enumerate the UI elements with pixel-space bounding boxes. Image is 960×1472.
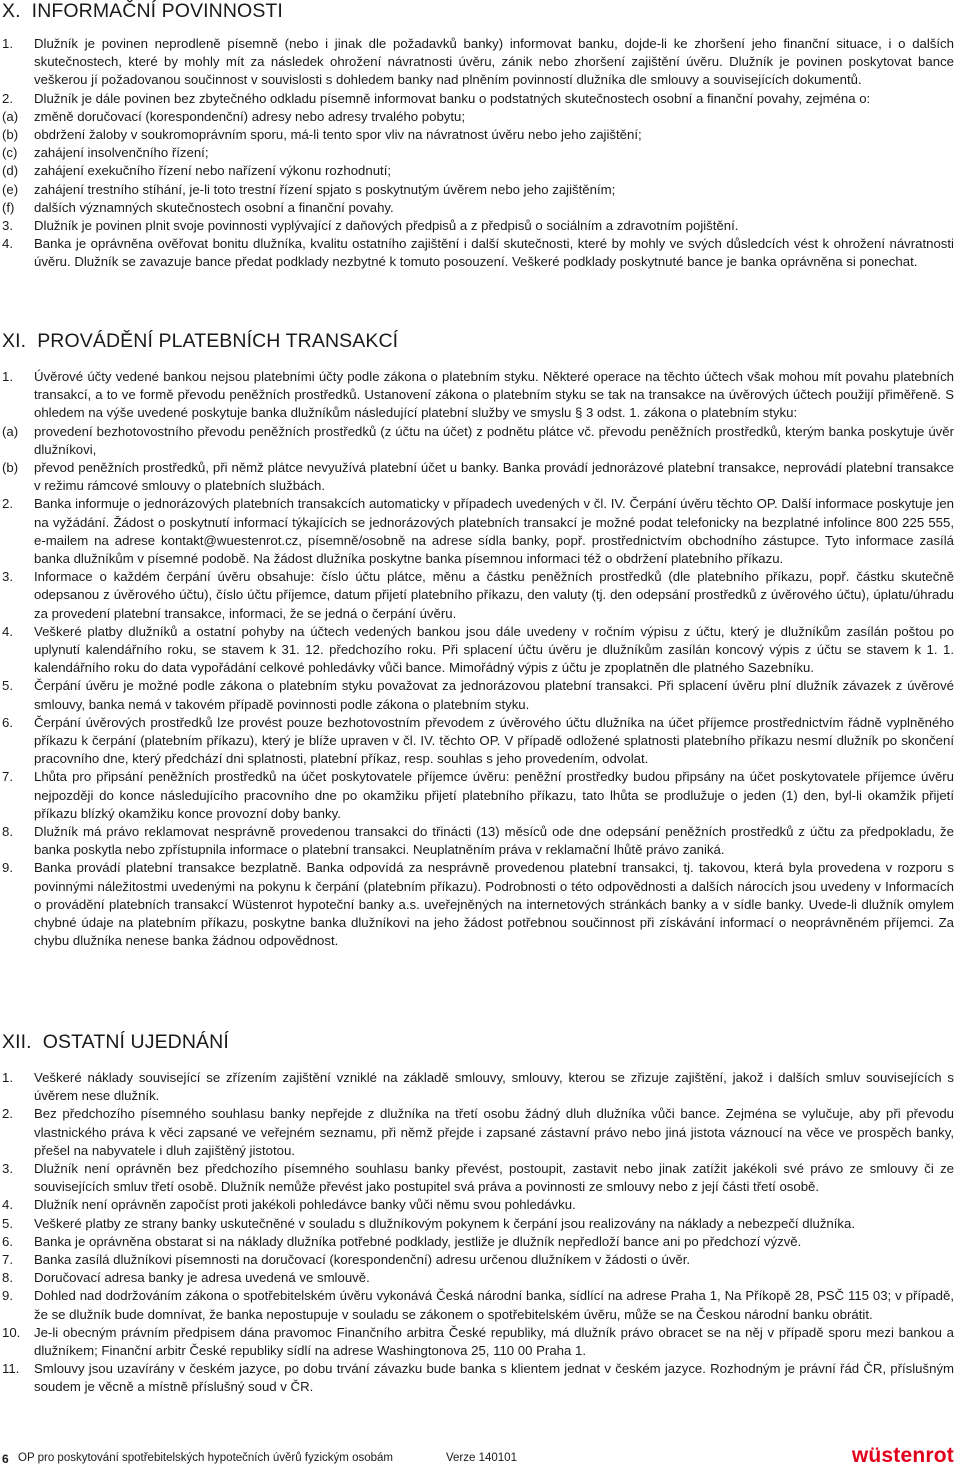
clause-number: 2. bbox=[2, 1106, 13, 1122]
clause-text: Veškeré platby ze strany banky uskutečněné v souladu s dlužníkovým pokynem k čerpání jsou realizovány na náklady a nebezpečí dlužníka. bbox=[34, 1215, 856, 1231]
clause-number: 5. bbox=[2, 1215, 13, 1231]
clause-body bbox=[34, 1251, 954, 1269]
clause-body bbox=[34, 35, 954, 90]
clause-number: 10. bbox=[2, 1324, 21, 1340]
clause-text: Lhůta pro připsání peněžních prostředků na účet poskytovatele příjemce úvěru: peněžní prostředky budou připsány na účet poskytovatele příjemce úvěru nejpozději do konce následujícího pracovního dne po okamžiku přijetí platebního příkazu, tato lhůta se prodlužuje o jeden (1) den, byl-li okamžik přijetí příkazu blízký okamžiku konce provozní doby banky. bbox=[34, 769, 954, 821]
sub-clause-text: změně doručovací (korespondenční) adresy nebo adresy trvalého pobytu; bbox=[34, 108, 466, 124]
clause bbox=[2, 859, 954, 950]
clause-number: 3. bbox=[2, 569, 13, 585]
sub-clause-label: (f) bbox=[2, 199, 15, 215]
clause-number: 3. bbox=[2, 1161, 13, 1177]
sub-clause bbox=[2, 144, 954, 162]
sub-clause-text: dalších významných skutečnostech osobní a finanční povahy. bbox=[34, 199, 394, 215]
clause bbox=[2, 714, 954, 769]
clause-body bbox=[34, 1160, 954, 1196]
clause bbox=[2, 217, 954, 235]
clause-text: Dlužník není oprávněn započíst proti jakékoli pohledávce banky vůči němu svou pohledávku. bbox=[34, 1197, 576, 1213]
clause-text: Veškeré náklady související se zřízením zajištění vzniklé na základě smlouvy, smlouvy, kterou se zřizuje zajištění, jakož i dalších smluv souvisejících s úvěrem nese dlužník. bbox=[34, 1070, 954, 1104]
clause bbox=[2, 1069, 954, 1105]
clause-text: Banka je oprávněna obstarat si na náklady dlužníka potřebné podklady, jestliže je dlužník nepředloží bance ani po předchozí výzvě. bbox=[34, 1233, 802, 1249]
clause bbox=[2, 1324, 954, 1360]
clause bbox=[2, 35, 954, 90]
sub-clause-label: (a) bbox=[2, 108, 19, 124]
clause-text: Bez předchozího písemného souhlasu banky nepřejde z dlužníka na třetí osobu žádný dluh dlužníka vůči bance. Zejména se vylučuje, aby při převodu vlastnického práva k věci zapsané ve veřejném seznamu, při němž přejde i zapsané zástavní právo nebo jiná jistota váznoucí na věce ve prospěch banky, přešel na nabyvatele i dluh zajištěný jistotou. bbox=[34, 1106, 954, 1158]
sub-clause-label: (b) bbox=[2, 460, 19, 476]
clause bbox=[2, 1160, 954, 1196]
clause-body bbox=[34, 823, 954, 859]
clause-number: 8. bbox=[2, 824, 13, 840]
clause-body bbox=[34, 714, 954, 769]
clause-number: 4. bbox=[2, 236, 13, 252]
section-title bbox=[2, 1031, 954, 1053]
section-3 bbox=[2, 1031, 954, 1397]
clause-body bbox=[34, 677, 954, 713]
clause-text: Čerpání úvěru je možné podle zákona o platebním styku považovat za jednorázovou platební transakci. Při splacení úvěru plní dlužník závazek z úvěrové smlouvy, banka nemá v takovém případě povinnosti podle zákona o platebním styku. bbox=[34, 678, 954, 712]
section-title bbox=[2, 0, 954, 22]
clause bbox=[2, 1215, 954, 1233]
clause-text: Veškeré platby dlužníků a ostatní pohyby na účtech vedených bankou jsou dále uvedeny v ročním výpisu z účtu, který je dlužníkům zasílán poštou po uplynutí kalendářního roku, se stavem k 31. 12. předchozího roku. Při splacení účtu úvěru je dlužníkům zasílán koncový výpis z účtu se stavem k 1. 1. kalendářního roku do data vypořádání celkové pohledávky vůči bance. Mimořádný výpis z účtu je zpoplatněn dle platného Sazebníku. bbox=[34, 623, 954, 676]
clause-text: Čerpání úvěrových prostředků lze provést pouze bezhotovostním převodem z úvěrového účtu dlužníka na účet příjemce prostřednictvím řádně vyplněného příkazu k čerpání (platebním příkazu), který je blíže upraven v čl. IV. těchto OP. V případě odložené splatnosti platebního příkazu nesmí dlužník po skončení pracovního dne, který předchází dni splatnosti, platební příkaz, resp. souhlas s jeho provedením, odvolat. bbox=[34, 714, 954, 767]
clause-body bbox=[34, 568, 954, 623]
clause-body bbox=[34, 235, 954, 271]
clause bbox=[2, 1196, 954, 1214]
footer-version: Verze 140101 bbox=[446, 1452, 517, 1464]
clause-body bbox=[34, 768, 954, 823]
clause-number: 9. bbox=[2, 860, 13, 876]
clause-body bbox=[34, 1105, 954, 1160]
clause-text: Dlužník je dále povinen bez zbytečného odkladu písemně informovat banku o podstatných skutečnostech osobní a finanční povahy, zejména o: bbox=[34, 90, 871, 106]
clause-text: Banka provádí platební transakce bezplatně. Banka odpovídá za nesprávně provedenou platební transakci, tj. takovou, která byla provedena v rozporu s povinnými náležitostmi uvedenými na pokynu k čerpání (platebním příkazu). Podrobnosti o této odpovědnosti a dalších nárocích jsou uvedeny v Informacích o provádění platebních transakcí Wüstenrot hypoteční banky a.s. uveřejněných na internetových stránkách banky a v sídle banky. Uvede-li dlužník omylem chybné údaje na platebním příkazu, poskytne banka dlužníkovi na jeho žádost potřebnou součinnost při získávání informací o neoprávněném příjemci. Za chybu dlužníka nenese banka žádnou odpovědnost. bbox=[34, 860, 954, 949]
clause-text: Dlužník není oprávněn bez předchozího písemného souhlasu banky převést, postoupit, zastavit nebo jinak zatížit jakékoli své právo ze smlouvy či ze souvisejících smluv třetí osobě. Dlužník nemůže převést jako postupitel svá práva a povinnosti ze smlouvy nebo z její části třetí osobě. bbox=[34, 1161, 954, 1195]
clause-number: 2. bbox=[2, 496, 13, 512]
footer-document-title: OP pro poskytování spotřebitelských hypotečních úvěrů fyzickým osobám bbox=[18, 1452, 393, 1464]
section-title-text: OSTATNÍ UJEDNÁNÍ bbox=[42, 1031, 229, 1053]
clause-text: Banka je oprávněna ověřovat bonitu dlužníka, kvalitu ostatního zajištění i další skutečnosti, které by mohly ve svých důsledcích vést k ohrožení návratnosti úvěru. Dlužník se zavazuje bance předat podklady nezbytné k tomuto posouzení. Veškeré podklady poskytnuté bance je banka oprávněna si ponechat. bbox=[34, 236, 954, 270]
sub-clause bbox=[2, 108, 954, 126]
clause bbox=[2, 1360, 954, 1396]
sub-clause bbox=[2, 162, 954, 180]
clause-body bbox=[2, 90, 954, 217]
clause-body bbox=[34, 217, 954, 235]
clause-text: Informace o každém čerpání úvěru obsahuje: číslo účtu plátce, měnu a částku peněžních prostředků (dle platebního příkazu, popř. částku skutečně odepsanou z úvěrového účtu), číslo účtu příjemce, datum přijetí platebního příkazu, den valuty (tj. den odepsání prostředků z úvěrového účtu), úplatu/úhradu za provedení platební transakce, informaci, že se jedná o čerpání úvěru. bbox=[34, 569, 954, 621]
sub-clause-text: zahájení trestního stíhání, je-li toto trestní řízení spjato s poskytnutým úvěrem nebo jeho zajištěním; bbox=[34, 181, 616, 197]
clause-number: 9. bbox=[2, 1288, 13, 1304]
clause-number: 1. bbox=[2, 1070, 13, 1085]
clause-body bbox=[34, 1215, 954, 1233]
clause bbox=[2, 1251, 954, 1269]
sub-clause bbox=[2, 459, 954, 495]
sub-clause-label: (e) bbox=[2, 181, 19, 197]
clause-number: 6. bbox=[2, 1233, 13, 1249]
section-title-text: INFORMAČNÍ POVINNOSTI bbox=[31, 0, 283, 22]
sub-clause-text: zahájení insolvenčního řízení; bbox=[34, 145, 209, 161]
page-footer bbox=[2, 1446, 954, 1468]
clause-text: Smlouvy jsou uzavírány v českém jazyce, po dobu trvání závazku bude banka s klientem jednat v českém jazyce. Rozhodným je právní řád ČR, příslušným soudem je věcně a místně příslušný soud v ČR. bbox=[34, 1361, 954, 1395]
clause bbox=[2, 677, 954, 713]
clause-text: Banka informuje o jednorázových platebních transakcích automaticky v případech uvedených v čl. IV. Čerpání úvěru těchto OP. Další informace poskytuje jen na vyžádání. Žádost o poskytnutí informací týkajících se jednorázových platebních transakcí je možné podat telefonicky na bezplatné infolince 800 225 555, e-mailem na adrese kontakt@wuestenrot.cz, písemně/osobně na adrese sídla banky, popř. prostřednictvím obchodního zástupce. Tyto informace zasílá banka dlužníkům v písemné podobě. Na žádost dlužníka poskytne banka písemnou informaci též o obdržení platebního příkazu. bbox=[34, 496, 954, 567]
clause bbox=[2, 1287, 954, 1323]
clause-number: 7. bbox=[2, 769, 13, 785]
page-number: 6 bbox=[2, 1452, 9, 1466]
sub-clause-text: provedení bezhotovostního převodu peněžních prostředků (z účtu na účet) z podnětu plátce vč. převodu peněžních prostředků, kterým banka poskytuje úvěr dlužníkovi, bbox=[34, 423, 954, 457]
clause-number: 3. bbox=[2, 218, 13, 234]
sub-clause bbox=[2, 199, 954, 217]
sub-clause-text: převod peněžních prostředků, při němž plátce nevyužívá platební účet u banky. Banka provádí jednorázové platební transakce, neprovádí platební transakce v režimu rámcové smlouvy o platebních službách. bbox=[34, 460, 954, 494]
clause-body bbox=[34, 1233, 954, 1251]
clause-body bbox=[34, 495, 954, 568]
section-number: X. bbox=[2, 0, 21, 22]
clause bbox=[2, 368, 954, 495]
clause-number: 8. bbox=[2, 1270, 13, 1286]
clause-list bbox=[2, 368, 954, 951]
clause bbox=[2, 823, 954, 859]
clause-list bbox=[2, 35, 954, 272]
clause bbox=[2, 90, 954, 217]
section-number: XII. bbox=[2, 1031, 32, 1053]
clause-body bbox=[34, 1069, 954, 1105]
clause-number: 4. bbox=[2, 623, 13, 639]
clause-text: Je-li obecným právním předpisem dána pravomoc Finančního arbitra České republiky, má dlužník právo obracet se na něj v případě sporu mezi bankou a dlužníkem; Finanční arbitr České republiky sídlí na adrese Washingtonova 25, 110 00 Praha 1. bbox=[34, 1324, 954, 1359]
clause-list bbox=[2, 1069, 954, 1397]
clause bbox=[2, 1269, 954, 1287]
sub-clause-text: obdržení žaloby v soukromoprávním sporu, má-li tento spor vliv na návratnost úvěru nebo jeho zajištění; bbox=[34, 127, 642, 143]
clause bbox=[2, 495, 954, 568]
clause-number: 4. bbox=[2, 1197, 13, 1213]
sub-clause bbox=[2, 423, 954, 459]
sub-clause bbox=[2, 126, 954, 144]
clause-body bbox=[34, 1269, 954, 1287]
clause-text: Dlužník je povinen neprodleně písemně (nebo i jinak dle požadavků banky) informovat banku, dojde-li ke zhoršení jeho finanční situace, i o dalších skutečnostech, které by mohly mít za následek ohrožení návratnosti úvěru, zánik nebo zhoršení zajištění úvěru. Dlužník je povinen poskytovat bance veškerou jí požadovanou součinnost v souvislosti s dohledem banky nad plněním povinností dlužníka dle smlouvy a souvisejících dokumentů. bbox=[34, 36, 954, 88]
clause-number: 7. bbox=[2, 1252, 13, 1268]
clause bbox=[2, 1233, 954, 1251]
clause bbox=[2, 1105, 954, 1160]
sub-clause bbox=[2, 181, 954, 199]
clause-text: Dlužník je povinen plnit svoje povinnosti vyplývající z daňových předpisů a z předpisů o sociálním a zdravotním pojištění. bbox=[34, 218, 739, 234]
clause-text: Banka zasílá dlužníkovi písemnosti na doručovací (korespondenční) adresu určenou dlužníkem v žádosti o úvěr. bbox=[34, 1252, 691, 1268]
clause-number: 5. bbox=[2, 678, 13, 694]
clause bbox=[2, 768, 954, 823]
clause-body bbox=[34, 623, 954, 678]
clause-body bbox=[34, 1324, 954, 1360]
clause bbox=[2, 235, 954, 271]
sub-clause-label: (b) bbox=[2, 127, 19, 143]
sub-clause-label: (a) bbox=[2, 423, 19, 439]
clause-number: 6. bbox=[2, 714, 13, 730]
clause-text: Dohled nad dodržováním zákona o spotřebitelském úvěru vykonává Česká národní banka, sídlící na adrese Praha 1, Na Příkopě 28, PSČ 115 03; v případě, že se dlužník bude domnívat, že banka nepostupuje v souladu se zákonem o spotřebitelském úvěru, může se na Českou národní banku obrátit. bbox=[34, 1288, 954, 1322]
clause-number: 1. bbox=[2, 369, 13, 384]
sub-clause-label: (d) bbox=[2, 163, 19, 179]
sub-clause-label: (c) bbox=[2, 145, 18, 161]
clause-body bbox=[34, 859, 954, 950]
clause-text: Doručovací adresa banky je adresa uvedená ve smlouvě. bbox=[34, 1270, 370, 1286]
clause-number: 2. bbox=[2, 90, 13, 106]
section-2 bbox=[2, 330, 954, 951]
clause-number: 11. bbox=[2, 1361, 20, 1377]
clause bbox=[2, 623, 954, 678]
section-number: XI. bbox=[2, 330, 27, 352]
clause-text: Úvěrové účty vedené bankou nejsou platebními účty podle zákona o platebním styku. Některé operace na těchto účtech však mohou mít povahu platebních transakcí, a to ve formě převodu peněžních prostředků. Ustanovení zákona o platebním styku se tak na transakce na úvěrových účtech použijí přiměřeně. S ohledem na výše uvedené poskytuje banka dlužníkům následující platební služby ve smyslu § 3 odst. 1. zákona o platebním styku: bbox=[34, 369, 954, 421]
wuestenrot-logo: wüstenrot bbox=[851, 1444, 954, 1467]
clause-text: Dlužník má právo reklamovat nesprávně provedenou transakci do třinácti (13) měsíců ode dne odepsání peněžních prostředků z účtu za předpokladu, že banka poskytla nebo zpřístupnila informace o platební transakci. Neuplatněním práva v reklamační lhůtě právo zaniká. bbox=[34, 824, 954, 858]
clause-body bbox=[34, 1196, 954, 1214]
section-1 bbox=[2, 0, 954, 272]
section-title-text: PROVÁDĚNÍ PLATEBNÍCH TRANSAKCÍ bbox=[37, 330, 399, 352]
clause-number: 1. bbox=[2, 36, 13, 51]
clause bbox=[2, 568, 954, 623]
clause-body bbox=[34, 1287, 954, 1323]
section-title bbox=[2, 330, 954, 352]
clause-body bbox=[34, 1360, 954, 1396]
sub-clause-text: zahájení exekučního řízení nebo nařízení výkonu rozhodnutí; bbox=[34, 163, 392, 179]
clause-body bbox=[2, 368, 954, 495]
